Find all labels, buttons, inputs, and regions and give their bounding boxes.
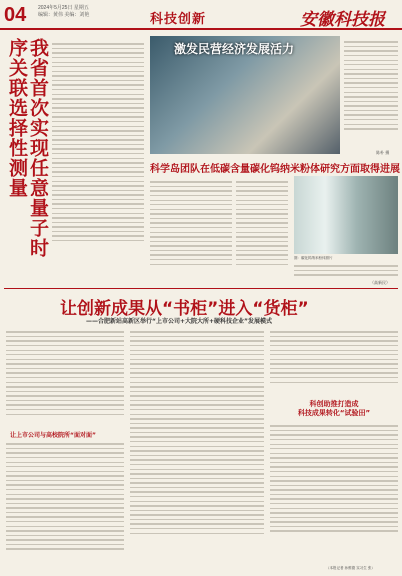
bottom-body-col3b bbox=[270, 422, 398, 562]
main-article-body bbox=[52, 40, 144, 276]
bottom-subtitle: 让上市公司与高校院所“面对面” bbox=[10, 432, 96, 439]
bottom-body-col1a bbox=[6, 328, 124, 428]
photo-banner: 激发民营经济发展活力 bbox=[174, 42, 295, 56]
article2-byline: （高新民） bbox=[370, 280, 390, 285]
reporter-byline: （本报记者 孙维德 实习生 张） bbox=[326, 566, 375, 570]
figure-caption: 图：碳化钨纳米粉体照片 bbox=[294, 256, 333, 260]
box-headline: 科创助推打造成 科技成果转化“试验田” bbox=[297, 400, 371, 417]
article2-body-col3 bbox=[294, 262, 398, 282]
lab-photo bbox=[294, 176, 398, 254]
article2-body-col1 bbox=[150, 178, 232, 278]
photo-caption-text bbox=[344, 38, 398, 148]
newspaper-logo: 安徽科技报 bbox=[300, 10, 385, 30]
editor-line: 编辑：黄伟 美编：刘艳 bbox=[38, 12, 90, 18]
date-line: 2024年5月25日 星期五 bbox=[38, 5, 89, 11]
page-number: 04 bbox=[4, 4, 27, 26]
bottom-subhead: ——合肥新站高新区举行“上市公司+大院大所+硬科技企业”发展模式 bbox=[86, 318, 272, 325]
bottom-headline: 让创新成果从“书柜”进入“货柜” bbox=[60, 299, 309, 319]
article2-body-col2 bbox=[236, 178, 288, 278]
photo-credit: 陈朴 摄 bbox=[376, 150, 390, 155]
bottom-body-col2 bbox=[130, 328, 264, 570]
bottom-body-col1b bbox=[6, 440, 124, 570]
section-divider bbox=[4, 288, 398, 289]
issue-meta bbox=[38, 5, 89, 19]
section-title: 科技创新 bbox=[150, 12, 207, 27]
main-headline: 我省首次实现任意量子时序关联选择性测量 bbox=[6, 38, 49, 258]
bottom-body-col3a bbox=[270, 328, 398, 398]
article2-headline: 科学岛团队在低碳含量碳化钨纳米粉体研究方面取得进展 bbox=[150, 164, 400, 175]
